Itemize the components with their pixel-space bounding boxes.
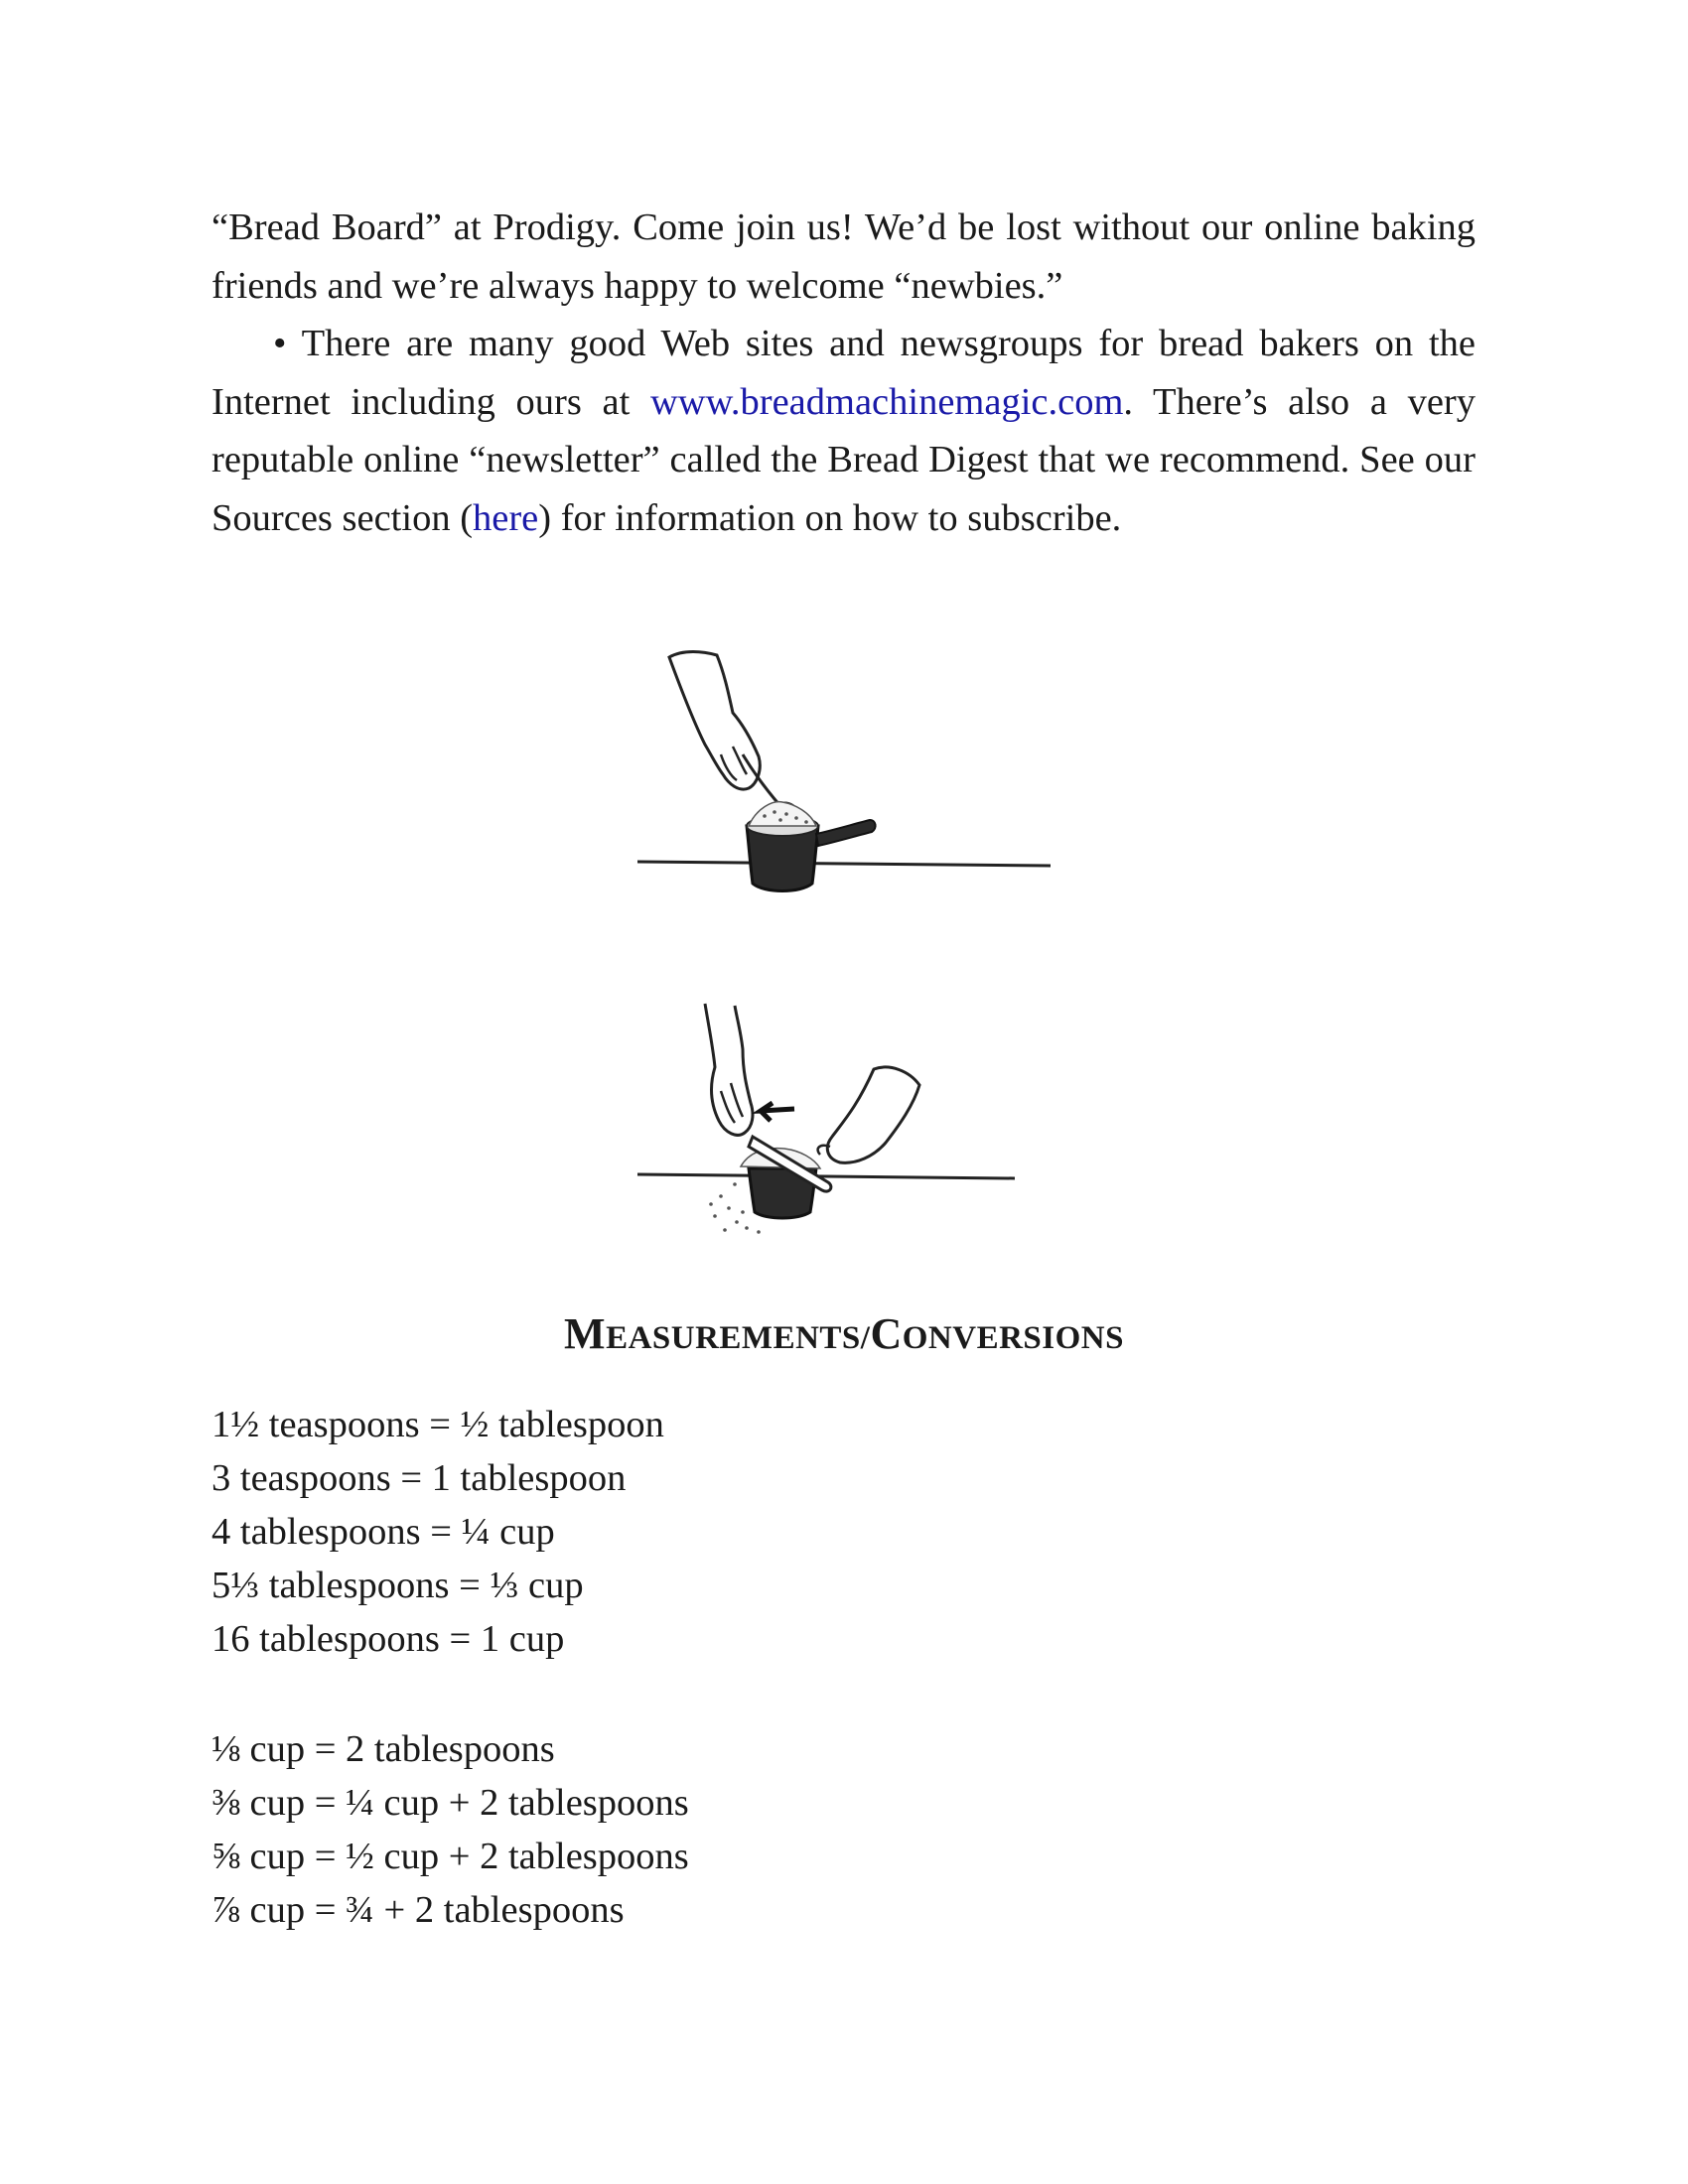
website-link[interactable]: www.breadmachinemagic.com <box>649 380 1124 423</box>
spooning-flour-illustration <box>626 635 1072 913</box>
list-item: 1½ teaspoons = ½ tablespoon <box>211 1404 664 1445</box>
heading-text-part1: EASUREMENTS/ <box>606 1320 871 1356</box>
list-item: 4 tablespoons = ¼ cup <box>211 1511 555 1553</box>
list-item: ⅞ cup = ¾ + 2 tablespoons <box>211 1889 625 1931</box>
section-heading <box>0 1308 1688 1359</box>
paragraph-web-sites-middle: . There’s also a very reputable online “newsletter” called the Bread Digest that we recommend. See our Sources section ( <box>211 380 1477 539</box>
sources-here-link[interactable]: here <box>473 496 539 539</box>
heading-text-part2: ONVERSIONS <box>902 1320 1124 1356</box>
cup-conversions-list <box>211 1722 689 1937</box>
list-item: ⅛ cup = 2 tablespoons <box>211 1728 555 1770</box>
heading-initial-c: C <box>870 1309 903 1358</box>
paragraph-web-sites-end: ) for information on how to subscribe. <box>538 496 1122 539</box>
paragraph-prodigy: “Bread Board” at Prodigy. Come join us! We’d be lost without our online baking friends and we’re always happy to welcome “newbies.” <box>211 206 1476 307</box>
list-item: ⅝ cup = ½ cup + 2 tablespoons <box>211 1836 689 1877</box>
spooning-flour-drawing <box>626 635 1072 913</box>
list-item: 5⅓ tablespoons = ⅓ cup <box>211 1565 584 1606</box>
list-item: ⅜ cup = ¼ cup + 2 tablespoons <box>211 1782 689 1824</box>
leveling-flour-drawing <box>626 988 1072 1256</box>
heading-initial-m: M <box>564 1309 607 1358</box>
list-item: 16 tablespoons = 1 cup <box>211 1618 565 1660</box>
paragraph-web-sites-text: • There are many good Web sites and newsgroups for bread bakers on the Internet including ours at <box>211 323 1476 423</box>
spoon-conversions-list <box>211 1398 664 1666</box>
leveling-flour-illustration <box>626 988 1072 1256</box>
list-item: 3 teaspoons = 1 tablespoon <box>211 1457 627 1499</box>
paragraph-web-sites <box>211 315 1476 547</box>
body-text <box>211 199 1476 547</box>
